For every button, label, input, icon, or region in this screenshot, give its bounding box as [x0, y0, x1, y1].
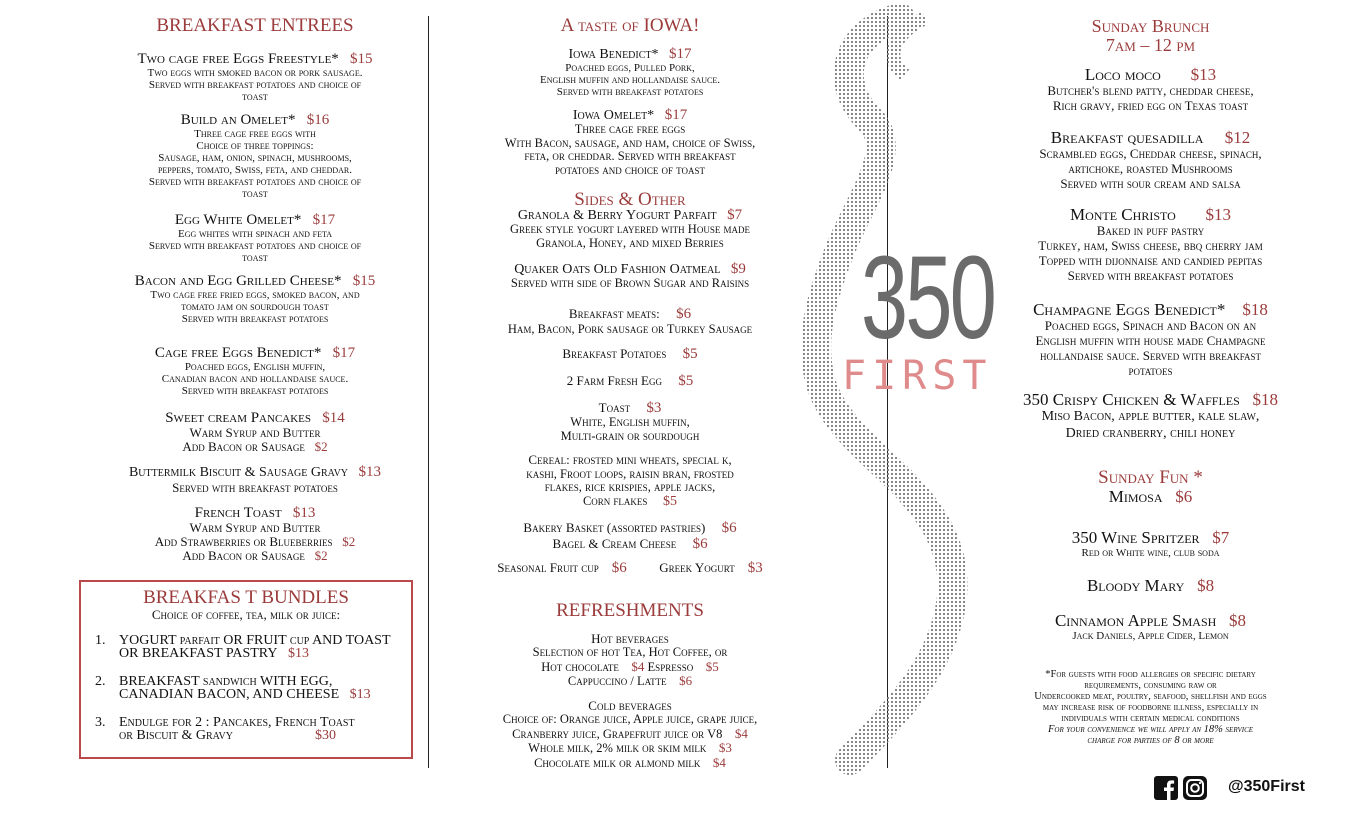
- item-price: $6: [721, 520, 737, 536]
- item-name: Cinnamon Apple Smash: [1054, 611, 1217, 630]
- item-name: Sweet cream Pancakes: [165, 410, 312, 426]
- item-price: $12: [1224, 128, 1251, 147]
- item-name: Iowa Omelet*: [572, 108, 655, 123]
- note-line: Undercooked meat, poultry, seafood, shellfish and eggs: [1034, 691, 1267, 702]
- item-desc: Poached eggs, English muffin,: [184, 361, 326, 373]
- item-name: Iowa Benedict*: [568, 47, 659, 62]
- item-price: $17: [312, 212, 336, 228]
- menu-item: [460, 400, 800, 443]
- item-desc: potatoes and choice of toast: [555, 162, 705, 177]
- beverage-line: Chocolate milk or almond milk: [534, 755, 701, 770]
- item-price: $18: [1252, 390, 1279, 409]
- beverage-price: $4: [712, 754, 726, 770]
- item-desc: Served with breakfast potatoes and choice of: [148, 176, 362, 188]
- item-price: $8: [1229, 611, 1247, 630]
- iowa-heading: A taste of IOWA!: [560, 15, 700, 36]
- cereal-line: Corn flakes: [582, 493, 648, 508]
- sides-heading: Sides & Other: [574, 189, 686, 210]
- item-desc: Topped with dijonnaise and candied pepitas: [1038, 253, 1263, 268]
- menu-item: [978, 488, 1323, 505]
- item-name: Bacon and Egg Grilled Cheese*: [134, 273, 342, 289]
- item-desc: Served with breakfast potatoes: [181, 385, 329, 397]
- menu-item: [110, 113, 400, 200]
- note-line: may increase risk of foodborne illness, especially in: [1042, 702, 1259, 713]
- beverage-line: Selection of hot Tea, Hot Coffee, or: [532, 645, 728, 659]
- item-price: $13: [1190, 65, 1217, 84]
- item-desc: tomato jam on sourdough toast: [181, 301, 329, 313]
- item-desc: Granola, Honey, and mixed Berries: [536, 235, 724, 250]
- cold-beverages: [460, 699, 800, 770]
- bundle-line: Pancakes, French Toast: [209, 715, 355, 730]
- breakfast-bundles-box: [79, 580, 413, 759]
- menu-item-cereal: [460, 453, 800, 508]
- bundle-price: $13: [349, 687, 371, 702]
- sunday-brunch-heading: Sunday Brunch: [1091, 16, 1210, 36]
- logo-word: FIRST: [842, 353, 993, 399]
- note-line: individuals with certain medical conditions: [1061, 713, 1240, 724]
- cereal-line: kashi, Froot loops, raisin bran, frosted: [526, 466, 734, 481]
- item-name: Seasonal Fruit cup: [497, 560, 599, 575]
- beverage-line: Espresso: [647, 659, 694, 674]
- item-name: 350 Crispy Chicken & Waffles: [1022, 390, 1240, 409]
- item-desc: Served with side of Brown Sugar and Raisins: [510, 276, 750, 290]
- bundle-line: OR BREAKFAST PASTRY: [119, 646, 278, 661]
- cold-beverages-title: Cold beverages: [588, 698, 672, 713]
- item-desc: hollandaise sauce. Served with breakfast: [1039, 348, 1262, 363]
- allergy-note: [978, 669, 1323, 746]
- instagram-icon[interactable]: [1183, 776, 1207, 800]
- item-price: $3: [747, 560, 763, 576]
- item-name: Buttermilk Biscuit & Sausage Gravy: [128, 465, 349, 480]
- facebook-icon[interactable]: [1154, 776, 1178, 800]
- brunch-hours: 7am – 12 pm: [1105, 35, 1196, 55]
- item-desc: Dried cranberry, chili honey: [1065, 426, 1236, 441]
- item-desc: Served with sour cream and salsa: [1060, 176, 1241, 191]
- item-desc: Rich gravy, fried egg on Texas toast: [1052, 98, 1249, 113]
- bundle-price: $13: [287, 646, 309, 661]
- item-price: $13: [1205, 205, 1232, 224]
- item-price: $5: [682, 346, 698, 362]
- item-desc: Baked in puff pastry: [1096, 223, 1205, 238]
- hot-beverages: [460, 632, 800, 689]
- menu-item: [978, 577, 1323, 594]
- item-price: $17: [664, 107, 688, 123]
- menu-item: [978, 391, 1323, 442]
- item-price: $6: [611, 560, 627, 576]
- bundles-subtitle: Choice of coffee, tea, milk or juice:: [151, 607, 341, 622]
- item-price: $5: [678, 373, 694, 389]
- item-desc: Red or White wine, club soda: [1081, 547, 1220, 559]
- addon-price: $2: [342, 534, 356, 549]
- bundle-number: 2.: [95, 674, 106, 689]
- item-desc: Canadian bacon and hollandaise sauce.: [161, 373, 349, 385]
- item-price: $15: [350, 51, 373, 67]
- item-desc: White, English muffin,: [570, 415, 690, 429]
- menu-item: [460, 208, 800, 250]
- logo-number: 350: [860, 232, 995, 364]
- cereal-line: frosted mini wheats, special k,: [569, 453, 732, 467]
- menu-item: [110, 346, 400, 397]
- item-desc: Three cage free eggs: [574, 122, 686, 136]
- menu-item: [110, 274, 400, 325]
- item-desc: Served with breakfast potatoes: [172, 480, 338, 495]
- menu-item: [978, 129, 1323, 191]
- social-handle[interactable]: @350First: [1228, 778, 1305, 795]
- item-desc: Warm Syrup and Butter: [189, 425, 321, 440]
- item-desc: Warm Syrup and Butter: [189, 520, 321, 535]
- item-name: Bagel & Cream Cheese: [552, 536, 677, 551]
- item-name: Cage free Eggs Benedict*: [154, 345, 322, 361]
- beverage-price: $4: [631, 658, 645, 674]
- item-desc: Served with breakfast potatoes and choice of: [148, 79, 362, 91]
- item-desc: Egg whites with spinach and feta: [177, 228, 333, 240]
- item-desc: With Bacon, sausage, and ham, choice of Swiss,: [504, 135, 756, 150]
- item-name: Quaker Oats Old Fashion Oatmeal: [514, 262, 721, 277]
- beverage-price: $3: [718, 740, 732, 755]
- beverage-line: Whole milk, 2% milk or skim milk: [528, 741, 707, 755]
- item-name: Bakery Basket (assorted pastries): [523, 520, 706, 535]
- menu-item: [460, 108, 800, 177]
- item-name: Bloody Mary: [1086, 576, 1185, 595]
- item-desc: Sausage, ham, onion, spinach, mushrooms,: [158, 152, 352, 164]
- item-price: $5: [663, 493, 678, 509]
- cereal-line: flakes, rice krispies, apple jacks,: [544, 480, 716, 494]
- item-price: $6: [1175, 487, 1193, 506]
- item-name: Greek Yogurt: [659, 560, 735, 575]
- item-desc: feta, or cheddar. Served with breakfast: [524, 149, 736, 163]
- item-name: 2 Farm Fresh Egg: [566, 373, 662, 388]
- menu-item: [110, 52, 400, 103]
- addon-label: Add Bacon or Sausage: [182, 548, 305, 563]
- item-desc: Served with breakfast potatoes and choice of: [148, 240, 362, 252]
- service-line: charge for parties of 8 or more: [1087, 735, 1214, 746]
- beverage-line: Choice of: Orange juice, Apple juice, grape juice,: [502, 712, 758, 726]
- menu-item: [978, 301, 1323, 378]
- item-desc: artichoke, roasted Mushrooms: [1068, 161, 1233, 176]
- item-desc: Turkey, ham, Swiss cheese, bbq cherry jam: [1038, 238, 1263, 253]
- menu-item: [110, 506, 400, 563]
- item-desc: Butcher's blend patty, cheddar cheese,: [1047, 83, 1254, 98]
- item-desc: Miso Bacon, apple butter, kale slaw,: [1041, 409, 1260, 424]
- item-price: $17: [332, 345, 356, 361]
- bundle-line: Endulge for 2 :: [119, 715, 210, 730]
- item-desc: Two eggs with smoked bacon or pork sausage.: [147, 67, 363, 79]
- menu-item: [978, 66, 1323, 113]
- item-name: Build an Omelet*: [180, 112, 296, 128]
- bundle-line: or Biscuit & Gravy: [119, 728, 233, 743]
- menu-item: [460, 47, 800, 98]
- column-divider-left: [428, 16, 429, 768]
- beverage-line: Hot chocolate: [541, 659, 619, 674]
- item-name: 350 Wine Spritzer: [1071, 528, 1200, 547]
- item-name: Toast: [598, 400, 631, 415]
- item-desc: Jack Daniels, Apple Cider, Lemon: [1072, 630, 1229, 642]
- item-price: $14: [322, 410, 345, 426]
- item-name: Loco moco: [1084, 65, 1161, 84]
- item-price: $13: [292, 505, 316, 521]
- logo: [842, 232, 995, 399]
- item-desc: toast: [242, 188, 268, 200]
- item-desc: potatoes: [1128, 363, 1173, 378]
- item-name: Egg White Omelet*: [174, 212, 302, 228]
- item-desc: Two cage free fried eggs, smoked bacon, and: [150, 289, 360, 301]
- bundle-line: BREAKFAST sandwich WITH EGG,: [119, 674, 333, 689]
- item-desc: Poached eggs, Spinach and Bacon on an: [1044, 318, 1257, 333]
- item-price: $6: [692, 536, 708, 552]
- menu-item: [110, 411, 400, 454]
- item-desc: peppers, tomato, Swiss, feta, and cheddar.: [157, 164, 353, 176]
- addon-price: $2: [314, 439, 328, 454]
- item-price: $16: [306, 112, 330, 128]
- item-price: $3: [646, 400, 662, 416]
- bundles-heading: BREAKFAS T BUNDLES: [143, 587, 349, 608]
- bundle-number: 3.: [95, 715, 106, 730]
- bundle-line: YOGURT parfait OR FRUIT cup AND TOAST: [119, 633, 391, 648]
- item-desc: Ham, Bacon, Pork sausage or Turkey Sausage: [507, 322, 753, 336]
- menu-item-row: [460, 560, 800, 576]
- item-desc: English muffin with house made Champagne: [1035, 333, 1266, 348]
- item-price: $17: [669, 46, 692, 62]
- cereal-label: Cereal:: [528, 452, 570, 467]
- item-price: $6: [676, 306, 692, 322]
- sunday-fun-heading: Sunday Fun *: [1098, 467, 1203, 488]
- menu-item: [460, 262, 800, 291]
- item-name: Granola & Berry Yogurt Parfait: [517, 208, 717, 223]
- item-name: Breakfast meats:: [568, 306, 660, 321]
- item-price: $8: [1197, 576, 1215, 595]
- item-desc: Served with breakfast potatoes: [556, 86, 704, 98]
- menu-item: [110, 213, 400, 264]
- beverage-line: Cranberry juice, Grapefruit juice or V8: [512, 726, 723, 741]
- item-desc: Choice of three toppings:: [196, 140, 314, 152]
- item-price: $18: [1242, 300, 1268, 319]
- item-name: Two cage free Eggs Freestyle*: [137, 51, 339, 67]
- note-line: requirements, consuming raw or: [1084, 680, 1217, 691]
- item-name: Mimosa: [1108, 487, 1163, 506]
- beverage-line: Cappuccino / Latte: [567, 674, 667, 688]
- addon-label: Add Strawberries or Blueberries: [154, 534, 333, 549]
- beverage-price: $5: [705, 658, 719, 674]
- menu-item: [460, 346, 800, 362]
- item-price: $9: [730, 261, 746, 277]
- item-name: Breakfast quesadilla: [1050, 128, 1204, 147]
- item-price: $13: [358, 464, 382, 480]
- menu-item: [460, 373, 800, 389]
- bundle-number: 1.: [95, 633, 106, 648]
- item-name: Champagne Eggs Benedict*: [1033, 300, 1226, 319]
- item-desc: Served with breakfast potatoes: [1067, 268, 1234, 283]
- item-price: $15: [352, 273, 376, 289]
- note-line: *For guests with food allergies or specific dietary: [1045, 669, 1256, 680]
- addon-label: Add Bacon or Sausage: [182, 439, 305, 454]
- item-desc: Poached eggs, Pulled Pork,: [565, 62, 695, 74]
- menu-item: [978, 529, 1323, 560]
- addon-price: $2: [314, 548, 328, 563]
- beverage-price: $4: [734, 725, 748, 741]
- item-name: Monte Christo: [1069, 205, 1176, 224]
- menu-item: [460, 520, 800, 552]
- item-name: Breakfast Potatoes: [562, 346, 667, 361]
- hot-beverages-title: Hot beverages: [591, 631, 669, 646]
- menu-item: [110, 465, 400, 495]
- beverage-price: $6: [679, 673, 693, 688]
- breakfast-entrees-heading: BREAKFAST ENTREES: [156, 15, 354, 36]
- item-desc: English muffin and hollandaise sauce.: [539, 74, 721, 86]
- bundle-price: $30: [315, 728, 336, 743]
- item-price: $7: [1212, 528, 1230, 547]
- bundle-line: CANADIAN BACON, AND CHEESE: [119, 687, 340, 702]
- item-desc: Multi-grain or sourdough: [560, 428, 700, 443]
- menu-item: [978, 612, 1323, 643]
- item-desc: toast: [242, 91, 268, 103]
- menu-item: [978, 206, 1323, 283]
- item-desc: Served with breakfast potatoes: [181, 313, 329, 325]
- item-desc: toast: [242, 252, 268, 264]
- item-name: French Toast: [194, 505, 282, 521]
- service-line: For your convenience we will apply an 18% service: [1047, 724, 1254, 735]
- refreshments-heading: REFRESHMENTS: [556, 600, 704, 621]
- item-price: $7: [727, 207, 743, 223]
- item-desc: Three cage free eggs with: [194, 128, 316, 140]
- menu-item: [460, 306, 800, 336]
- item-desc: Scrambled eggs, Cheddar cheese, spinach,: [1039, 146, 1262, 161]
- item-desc: Greek style yogurt layered with House made: [510, 222, 750, 236]
